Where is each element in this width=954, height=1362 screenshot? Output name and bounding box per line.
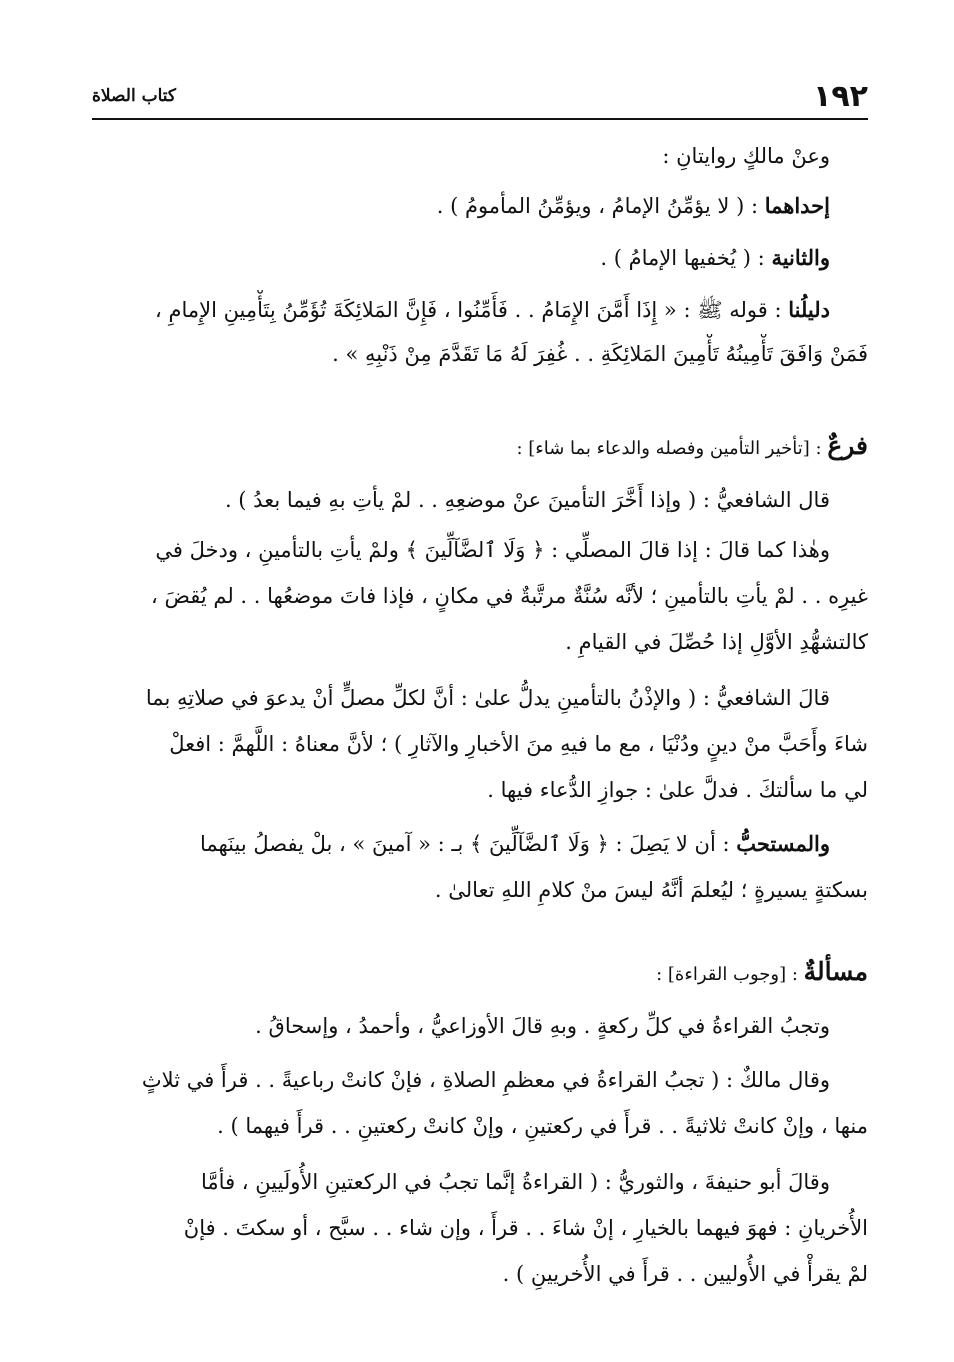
line-label: والثانية [771, 245, 830, 270]
page-number: ١٩٢ [813, 78, 868, 114]
heading-label: مسألةٌ [803, 957, 868, 986]
line-text: لمْ يقرأْ في الأُوليين . . قرأَ في الأُخريينِ ) . [502, 1262, 868, 1286]
page-header [92, 74, 868, 120]
line-text: : أن لا يَصِلَ : ﴿ وَلَا ٱلضَّآلِّينَ ﴾ بـ : « آمينَ » ، بلْ يفصلُ بينَهما [199, 832, 737, 856]
line-text: غيرِه . . لمْ يأتِ بالتأمينِ ؛ لأنَّه سُنَّةٌ مرتَّبةٌ في مكانٍ ، فإذا فاتَ موضعُها . . لم يُقضَ ، [151, 584, 868, 608]
text-line [92, 870, 868, 914]
line-text: وهٰذا كما قالَ : إذا قالَ المصلِّي : ﴿ وَلَا ٱلضَّآلِّينَ ﴾ ولمْ يأتِ بالتأمينِ ، ودخلَ في [155, 538, 830, 562]
line-text: بسكتةٍ يسيرةٍ ؛ ليُعلمَ أنَّهُ ليسَ منْ كلامِ اللهِ تعالىٰ . [434, 878, 868, 902]
heading-text: : [وجوب القراءة] : [656, 964, 804, 985]
text-line [92, 1006, 868, 1050]
line-text: قال الشافعيُّ : ( وإذا أَخَّرَ التأمينَ عنْ موضعِهِ . . لمْ يأتِ بهِ فيما بعدُ ) . [224, 488, 830, 512]
line-text: وعنْ مالكٍ روايتانِ : [662, 144, 830, 168]
text-line [92, 480, 868, 524]
line-text: وقال مالكٌ : ( تجبُ القراءةُ في معظمِ الصلاةِ ، فإنْ كانتْ رباعيةً . . قرأَ في ثلاثٍ [141, 1068, 830, 1092]
line-text: : ( لا يؤمِّنُ الإمامُ ، ويؤمِّنُ المأمومُ ) . [436, 194, 765, 218]
text-line [92, 136, 868, 180]
text-line [92, 186, 868, 230]
text-line [92, 1254, 868, 1298]
heading-label: فرعٌ [827, 431, 868, 460]
book-title: كتاب الصلاة [92, 86, 177, 106]
line-label: إحداهما [764, 193, 830, 218]
text-line [92, 576, 868, 620]
line-text: الأُخريانِ : فهوَ فيهما بالخيارِ ، إنْ شاءَ . . قرأَ ، وإن شاء . . سبَّح ، أو سكتَ . فإنْ [183, 1216, 868, 1240]
text-line [92, 1208, 868, 1252]
line-text: : ( يُخفيها الإمامُ ) . [600, 246, 772, 270]
line-text: : قوله ﷺ : « إِذَا أَمَّنَ الإِمَامُ . . فَأَمِّنُوا ، فَإِنَّ المَلائِكَةَ تُؤَمِّنُ بِتَأْمِينِ الإِمامِ ، [154, 298, 789, 322]
section-heading [92, 952, 868, 996]
text-line [92, 290, 868, 334]
line-text: وقالَ أبو حنيفةَ ، والثوريُّ : ( القراءةُ إنَّما تجبُ في الركعتينِ الأُولَيينِ ، فأمَّا [201, 1170, 830, 1194]
line-text: منها ، وإنْ كانتْ ثلاثيةً . . قرأَ في ركعتينِ ، وإنْ كانتْ ركعتينِ . . قرأَ فيهما ) . [217, 1114, 868, 1138]
text-line [92, 1106, 868, 1150]
line-text: لي ما سألتكَ . فدلَّ علىٰ : جوازِ الدُّعاء فيها . [487, 778, 868, 802]
line-text: شاءَ وأَحَبَّ منْ دينٍ ودُنْيَا ، مع ما فيهِ منَ الأخبارِ والآثارِ ) ؛ لأنَّ معناهُ : اللَّهمَّ : افعلْ [169, 732, 868, 756]
text-line [92, 724, 868, 768]
text-line [92, 334, 868, 378]
line-label: والمستحبُّ [736, 831, 830, 856]
text-line [92, 530, 868, 574]
line-text: فَمَنْ وَافَقَ تَأْمِينُهُ تَأْمِينَ المَلائِكَةِ . . غُفِرَ لَهُ مَا تَقَدَّمَ مِنْ ذَنْبِهِ » . [332, 342, 868, 366]
text-line [92, 622, 868, 666]
section-heading [92, 426, 868, 470]
line-label: دليلُنا [788, 297, 830, 322]
text-line [92, 824, 868, 868]
heading-text: : [تأخير التأمين وفصله والدعاء بما شاء] : [516, 438, 828, 459]
line-text: قالَ الشافعيُّ : ( والإذْنُ بالتأمينِ يدلُّ علىٰ : أنَّ لكلِّ مصلٍّ أنْ يدعوَ في صلاتِهِ بما [145, 686, 830, 710]
line-text: كالتشهُّدِ الأوَّلِ إذا حُصِّلَ في القيامِ . [565, 630, 868, 654]
text-line [92, 770, 868, 814]
text-line [92, 678, 868, 722]
line-text: وتجبُ القراءةُ في كلِّ ركعةٍ . وبهِ قالَ الأوزاعيُّ ، وأحمدُ ، وإسحاقُ . [255, 1014, 830, 1038]
text-line [92, 1162, 868, 1206]
text-line [92, 238, 868, 282]
text-line [92, 1060, 868, 1104]
